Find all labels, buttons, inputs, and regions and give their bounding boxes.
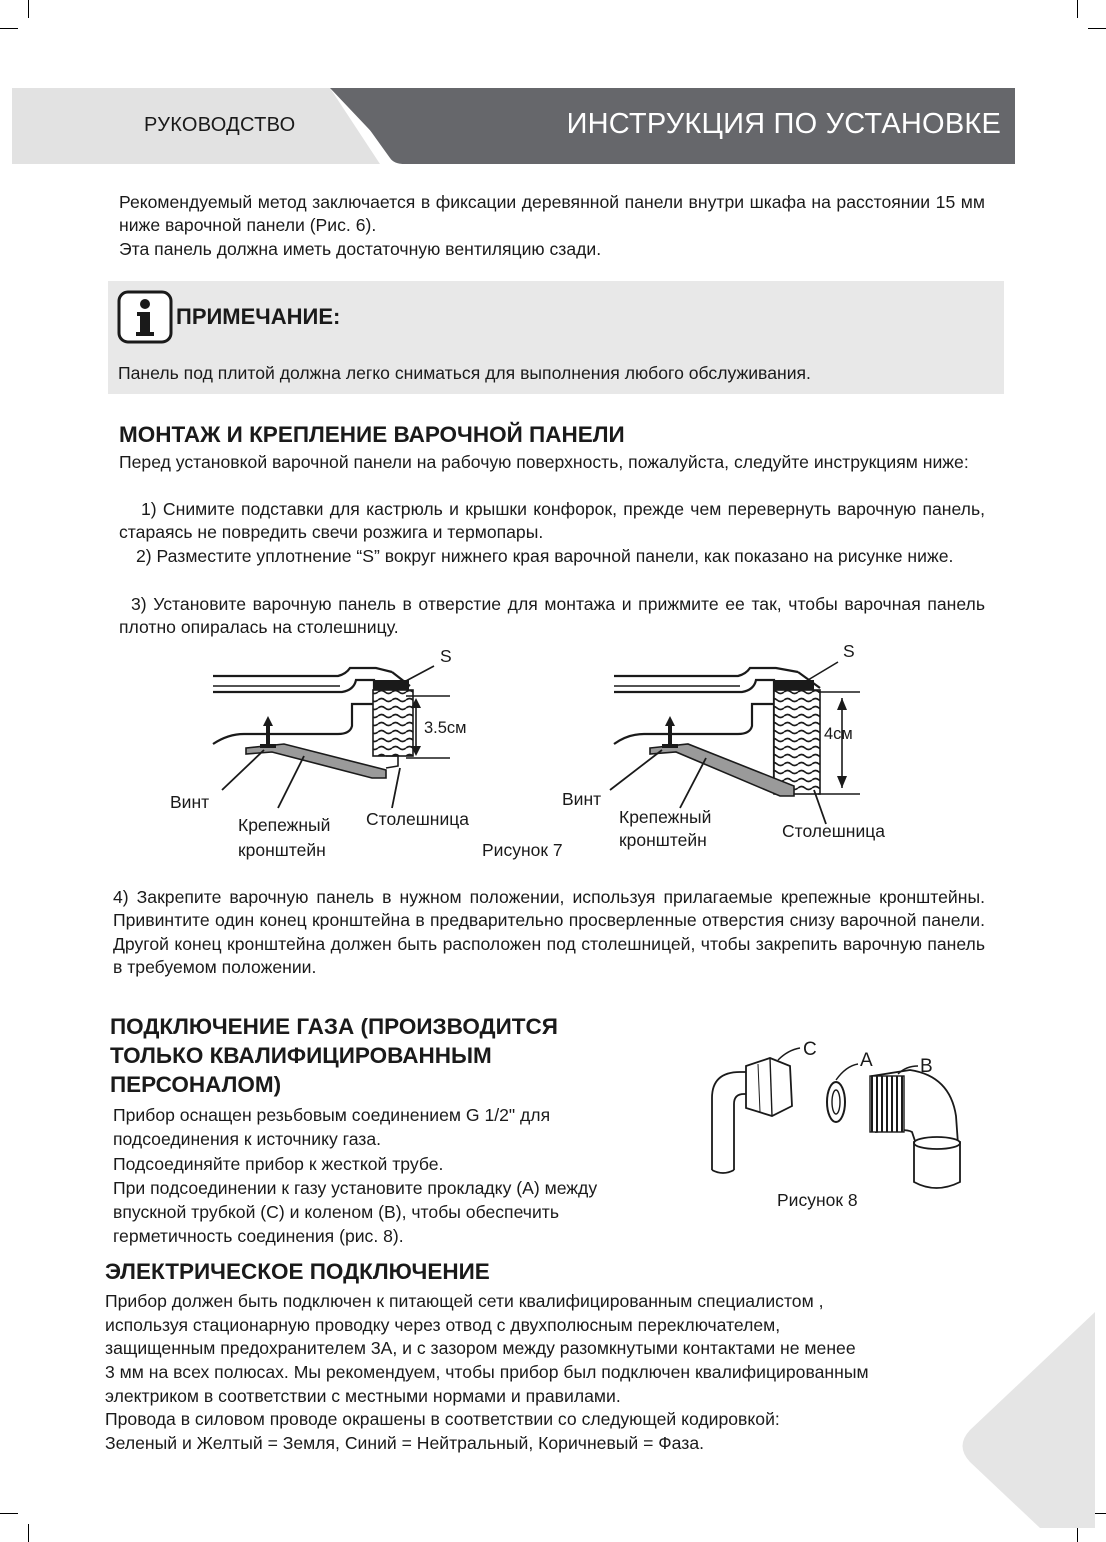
figure-7-left	[213, 666, 450, 808]
nut-c	[746, 1058, 792, 1116]
electric-line: Прибор должен быть подключен к питающей сети квалифицированным специалистом ,	[105, 1291, 824, 1311]
intro-paragraph: Рекомендуемый метод заключается в фиксации деревянной панели внутри шкафа на расстоянии 15 мм ниже варочной панели (Рис. 6).	[119, 192, 985, 236]
electric-line: защищенным предохранителем 3A, и с зазором между разомкнутыми контактами не менее	[105, 1338, 856, 1358]
mounting-step-1: 1) Снимите подставки для кастрюль и крышки конфорок, прежде чем перевернуть варочную панель, стараясь не повредить свечи розжига и термопары.	[119, 499, 985, 543]
note-text: Панель под плитой должна легко сниматься для выполнения любого обслуживания.	[118, 363, 811, 383]
mounting-step-3: 3) Установите варочную панель в отверстие для монтажа и прижмите ее так, чтобы варочная панель плотно опиралась на столешницу.	[119, 594, 985, 638]
crop-mark	[1077, 0, 1078, 18]
mounting-step-2: 2) Разместите уплотнение “S” вокруг нижнего края варочной панели, как показано на рисунке ниже.	[136, 546, 954, 566]
figure-7-diagram	[0, 640, 1106, 870]
gas-heading-line-1: ПОДКЛЮЧЕНИЕ ГАЗА (ПРОИЗВОДИТСЯ	[110, 1014, 558, 1039]
fig7-caption: Рисунок 7	[482, 840, 563, 860]
figure-8-diagram	[700, 1036, 980, 1196]
crop-mark	[28, 0, 29, 18]
fig7-left-screw-label: Винт	[170, 792, 210, 812]
mounting-heading: МОНТАЖ И КРЕПЛЕНИЕ ВАРОЧНОЙ ПАНЕЛИ	[119, 422, 625, 447]
fig7-right-screw-label: Винт	[562, 789, 602, 809]
gas-line: Прибор оснащен резьбовым соединением G 1/2" для	[113, 1105, 551, 1125]
fig7-right-bracket-label-1: Крепежный	[619, 807, 712, 827]
crop-mark	[0, 1513, 18, 1514]
fig8-label-c: C	[803, 1039, 817, 1060]
electric-line: Зеленый и Желтый = Земля, Синий = Нейтральный, Коричневый = Фаза.	[105, 1433, 705, 1453]
fig7-left-bracket-label-1: Крепежный	[238, 815, 331, 835]
crop-mark	[1088, 28, 1106, 29]
electric-line: Провода в силовом проводе окрашены в соответствии со следующей кодировкой:	[105, 1409, 780, 1429]
figure-7-right	[610, 662, 860, 824]
fig7-right-bracket-label-2: кронштейн	[619, 830, 707, 850]
fig7-right-dimension: 4см	[824, 725, 853, 743]
gas-line: Подсоединяйте прибор к жесткой трубе.	[113, 1154, 444, 1174]
crop-mark	[1077, 1524, 1078, 1542]
note-title: ПРИМЕЧАНИЕ:	[176, 304, 341, 329]
gas-heading-line-2: ТОЛЬКО КВАЛИФИЦИРОВАННЫМ	[110, 1043, 492, 1068]
fig8-caption: Рисунок 8	[777, 1190, 858, 1210]
crop-mark	[0, 28, 18, 29]
section-title: ИНСТРУКЦИЯ ПО УСТАНОВКЕ	[566, 108, 1001, 140]
electric-line: электриком в соответствии с местными нормами и правилами.	[105, 1386, 621, 1406]
inlet-pipe-c	[712, 1072, 748, 1173]
elbow-b	[870, 1070, 960, 1188]
gas-line: герметичность соединения (рис. 8).	[113, 1226, 404, 1246]
fig7-left-seal-label: S	[440, 646, 452, 666]
gas-line: подсоединения к источнику газа.	[113, 1129, 382, 1149]
fig8-label-a: A	[860, 1050, 873, 1071]
fig7-left-dimension: 3.5см	[424, 719, 467, 737]
note-box	[108, 281, 1004, 394]
gas-line: При подсоединении к газу установите прокладку (A) между	[113, 1178, 598, 1198]
gas-heading-line-3: ПЕРСОНАЛОМ)	[110, 1072, 282, 1097]
electric-heading: ЭЛЕКТРИЧЕСКОЕ ПОДКЛЮЧЕНИЕ	[105, 1259, 490, 1284]
crop-mark	[1088, 1513, 1106, 1514]
info-icon	[116, 289, 178, 347]
fig7-right-worktop-label: Столешница	[782, 821, 885, 841]
page-header	[12, 88, 1015, 164]
gas-line: впускной трубкой (C) и коленом (B), чтобы обеспечить	[113, 1202, 559, 1222]
fig7-left-worktop-label: Столешница	[366, 809, 469, 829]
fig8-label-b: B	[920, 1056, 933, 1077]
manual-label: РУКОВОДСТВО	[144, 114, 296, 136]
gasket-a	[827, 1082, 845, 1122]
fig7-right-seal-label: S	[843, 641, 855, 661]
electric-line: используя стационарную проводку через отвод с двухполюсным переключателем,	[105, 1315, 781, 1335]
fig7-left-bracket-label-2: кронштейн	[238, 840, 326, 860]
electric-line: 3 мм на всех полюсах. Мы рекомендуем, чтобы прибор был подключен квалифицированным	[105, 1362, 869, 1382]
mounting-step-4: 4) Закрепите варочную панель в нужном положении, используя прилагаемые крепежные кронштейны. Привинтите один конец кронштейна в предварительно просверленные отверстия снизу варочной панели. Другой конец кронштейна должен быть расположен под столешницей, чтобы закрепить варочную панель в требуемом положении.	[113, 887, 985, 978]
crop-mark	[28, 1524, 29, 1542]
intro-paragraph-2: Эта панель должна иметь достаточную вентиляцию сзади.	[119, 239, 602, 259]
mounting-intro: Перед установкой варочной панели на рабочую поверхность, пожалуйста, следуйте инструкциям ниже:	[119, 452, 969, 472]
